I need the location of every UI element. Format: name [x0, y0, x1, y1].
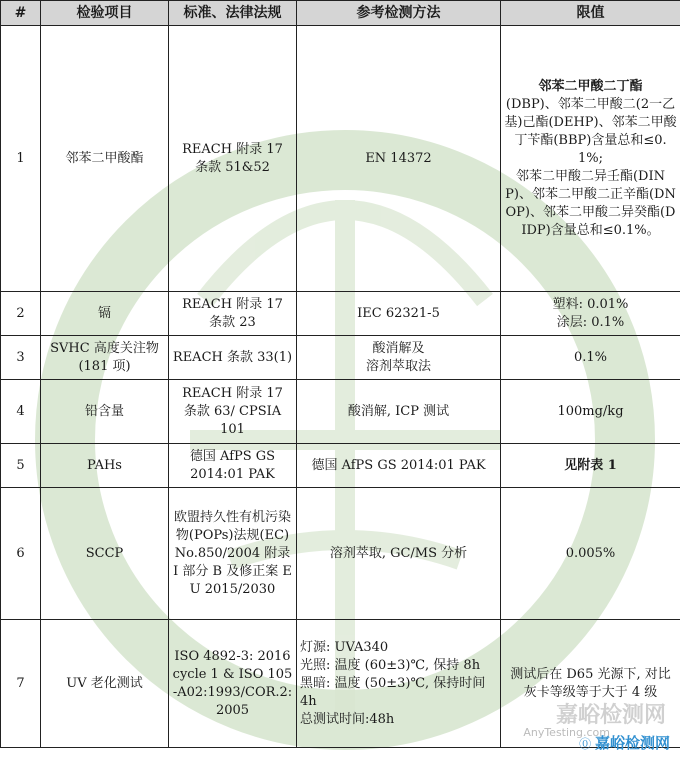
row-method: EN 14372	[297, 26, 501, 292]
row-limit: 100mg/kg	[501, 380, 680, 444]
row-item: UV 老化测试	[41, 620, 169, 748]
table-row	[1, 488, 680, 620]
row-method: 灯源: UVA340 光照: 温度 (60±3)℃, 保持 8h 黑暗: 温度 (50±3)℃, 保持时间 4h 总测试时间:48h	[297, 620, 501, 748]
row-no: 1	[1, 26, 41, 292]
table-row	[1, 336, 680, 380]
row-standard: ISO 4892-3: 2016 cycle 1 & ISO 105-A02:1993/COR.2:2005	[169, 620, 297, 748]
limit-text: (DBP)、邻苯二甲酸二(2一乙基)己酯(DEHP)、邻苯二甲酸丁苄酯(BBP)含量总和≤0.1%; 邻苯二甲酸二异壬酯(DINP)、邻苯二甲酸二正辛酯(DNOP)、邻苯二甲酸二异癸酯(DIDP)含量总和≤0.1%。	[504, 96, 677, 238]
row-standard: REACH 附录 17 条款 51&52	[169, 26, 297, 292]
watermark-brand-row	[579, 732, 670, 753]
row-limit: 0.1%	[501, 336, 680, 380]
header-limit: 限值	[501, 1, 680, 26]
limit-bold-text: 邻苯二甲酸二丁酯	[538, 78, 643, 94]
row-limit: 塑料: 0.01% 涂层: 0.1%	[501, 292, 680, 336]
table-row	[1, 444, 680, 488]
row-standard: 欧盟持久性有机污染物(POPs)法规(EC) No.850/2004 附录 I 部分 B 及修正案 EU 2015/2030	[169, 488, 297, 620]
row-limit: 见附表 1	[501, 444, 680, 488]
watermark-english-text: AnyTesting.com	[523, 726, 610, 739]
row-method: 德国 AfPS GS 2014:01 PAK	[297, 444, 501, 488]
row-no: 7	[1, 620, 41, 748]
table-row	[1, 380, 680, 444]
row-item: PAHs	[41, 444, 169, 488]
row-standard: 德国 AfPS GS 2014:01 PAK	[169, 444, 297, 488]
row-no: 2	[1, 292, 41, 336]
table-row	[1, 292, 680, 336]
row-no: 5	[1, 444, 41, 488]
row-item: SCCP	[41, 488, 169, 620]
header-standard: 标准、法律法规	[169, 1, 297, 26]
row-standard: REACH 附录 17 条款 23	[169, 292, 297, 336]
row-no: 3	[1, 336, 41, 380]
header-method: 参考检测方法	[297, 1, 501, 26]
row-item: 铅含量	[41, 380, 169, 444]
row-no: 4	[1, 380, 41, 444]
table-row	[1, 26, 680, 292]
row-limit	[501, 26, 680, 292]
row-standard: REACH 条款 33(1)	[169, 336, 297, 380]
row-no: 6	[1, 488, 41, 620]
row-standard: REACH 附录 17 条款 63/ CPSIA 101	[169, 380, 297, 444]
row-method: 酸消解, ICP 测试	[297, 380, 501, 444]
brand-logo-icon: ⓪	[579, 737, 592, 751]
row-method: 酸消解及 溶剂萃取法	[297, 336, 501, 380]
header-item: 检验项目	[41, 1, 169, 26]
row-method: 溶剂萃取, GC/MS 分析	[297, 488, 501, 620]
row-limit: 0.005%	[501, 488, 680, 620]
watermark-big-text: 嘉峪检测网	[555, 703, 666, 728]
row-method: IEC 62321-5	[297, 292, 501, 336]
watermark-brand	[490, 699, 670, 752]
watermark-brand-name: 嘉峪检测网	[594, 734, 670, 752]
row-item: 邻苯二甲酸酯	[41, 26, 169, 292]
table-header-row	[1, 1, 680, 26]
header-no: #	[1, 1, 41, 26]
row-limit: 测试后在 D65 光源下, 对比灰卡等级等于大于 4 级	[501, 620, 680, 748]
row-item: 镉	[41, 292, 169, 336]
row-item: SVHC 高度关注物(181 项)	[41, 336, 169, 380]
